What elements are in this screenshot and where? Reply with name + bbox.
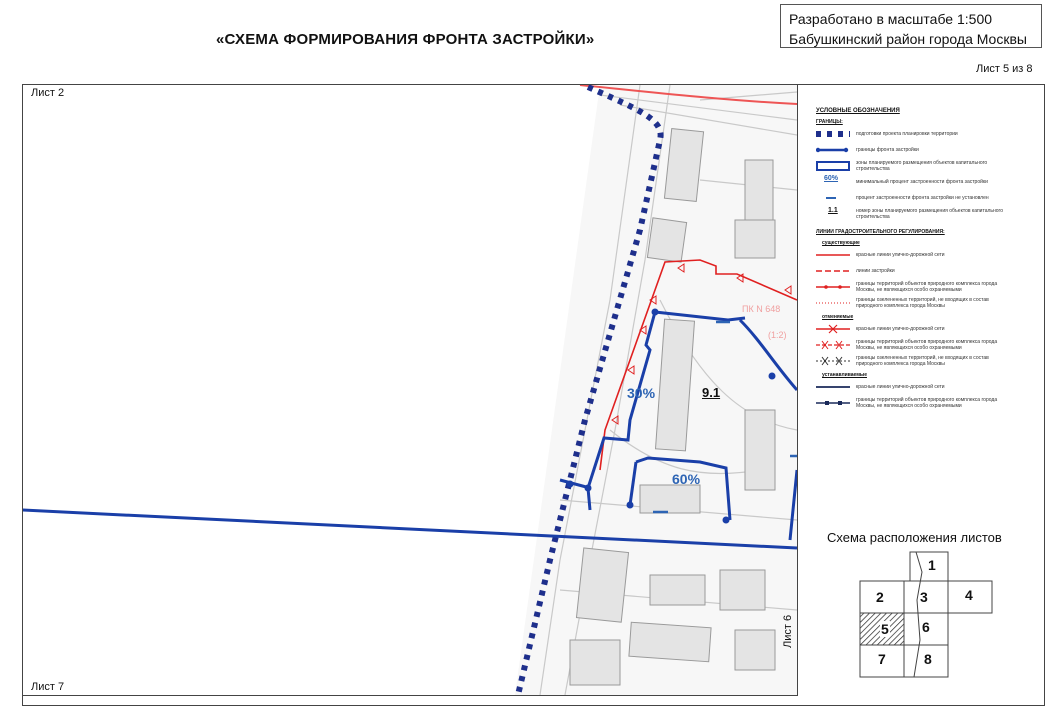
legend-item bbox=[816, 355, 1016, 367]
legend-symbol-new-red bbox=[816, 381, 856, 393]
legend-item bbox=[816, 265, 1016, 277]
legend-item bbox=[816, 144, 1016, 156]
legend-text: границы озелененных территорий, не входящих в состав природного комплекса города Москвы bbox=[856, 355, 989, 367]
legend-sub-existing: существующие bbox=[822, 240, 860, 246]
legend-text: зоны планируемого размещения объектов капитального строительства bbox=[856, 160, 988, 172]
legend-symbol-cancel-red bbox=[816, 323, 856, 335]
legend-text: границы фронта застройки bbox=[856, 147, 919, 153]
legend-item bbox=[816, 323, 1016, 335]
sheet-cell-1: 1 bbox=[928, 557, 936, 573]
legend-symbol-percent bbox=[816, 176, 856, 188]
legend-text: линии застройки bbox=[856, 268, 895, 274]
sheet-cell-6: 6 bbox=[922, 619, 930, 635]
zone-number-label: 9.1 bbox=[702, 385, 721, 400]
legend-item bbox=[816, 176, 1016, 188]
legend-item bbox=[816, 381, 1016, 393]
sheet-cell-4: 4 bbox=[965, 587, 973, 603]
legend-sub-cancelled: отменяемые bbox=[822, 314, 854, 320]
legend-group-boundaries: ГРАНИЦЫ: bbox=[816, 119, 843, 125]
legend-zone-sample: 1.1 bbox=[828, 207, 838, 214]
legend-text: границы территорий объектов природного комплекса города Москвы, не являющихся особо охраняемыми bbox=[856, 397, 998, 409]
legend-sub-established: устанавливаемые bbox=[822, 372, 867, 378]
legend-item bbox=[816, 249, 1016, 261]
sheet-layout-title: Схема расположения листов bbox=[827, 530, 1002, 545]
legend-symbol-green bbox=[816, 297, 856, 309]
neighbor-sheet-top: Лист 2 bbox=[31, 87, 65, 99]
legend-item bbox=[816, 192, 1016, 204]
map-title: «СХЕМА ФОРМИРОВАНИЯ ФРОНТА ЗАСТРОЙКИ» bbox=[216, 31, 595, 48]
sheet-cell-3: 3 bbox=[920, 589, 928, 605]
neighbor-sheet-bottom: Лист 7 bbox=[31, 681, 65, 693]
legend-text: красные линии улично-дорожной сети bbox=[856, 384, 945, 390]
legend-symbol-cancel-green bbox=[816, 355, 856, 367]
legend-symbol-zone bbox=[816, 160, 856, 172]
legend-percent-sample: 60% bbox=[824, 175, 839, 182]
legend-symbol-front bbox=[816, 144, 856, 156]
legend-symbol-dash bbox=[816, 192, 856, 204]
legend-item bbox=[816, 297, 1016, 309]
legend-text: минимальный процент застроенности фронта застройки bbox=[856, 179, 988, 185]
neighbor-sheet-right: Лист 6 bbox=[782, 614, 794, 648]
percent-label-60: 60% bbox=[672, 471, 701, 487]
stamp-district: Бабушкинский район города Москвы bbox=[789, 31, 1027, 47]
legend-symbol-cancel-nature bbox=[816, 339, 856, 351]
legend-text: процент застроенности фронта застройки не установлен bbox=[856, 195, 989, 201]
legend-text: красные линии улично-дорожной сети bbox=[856, 326, 945, 332]
legend-symbol-zone-number bbox=[816, 208, 856, 220]
legend-symbol-red-line bbox=[816, 249, 856, 261]
legend-item bbox=[816, 281, 1016, 293]
stamp-scale: Разработано в масштабе 1:500 bbox=[789, 11, 993, 27]
sheet-cell-5-current: 5 bbox=[881, 621, 889, 637]
legend-symbol-nature bbox=[816, 281, 856, 293]
legend-symbol-build-line bbox=[816, 265, 856, 277]
percent-label-30: 30% bbox=[627, 385, 656, 401]
faded-map-label-2: (1:2) bbox=[768, 330, 787, 340]
legend-text: границы озелененных территорий, не входящих в состав природного комплекса города Москвы bbox=[856, 297, 989, 309]
legend-text: номер зоны планируемого размещения объектов капитального строительства bbox=[856, 208, 1004, 220]
sheet-cell-7: 7 bbox=[878, 651, 886, 667]
legend-text: границы территорий объектов природного комплекса города Москвы, не являющихся особо охраняемыми bbox=[856, 339, 998, 351]
map-frame bbox=[22, 84, 798, 696]
legend-item bbox=[816, 339, 1016, 351]
sheet-cell-8: 8 bbox=[924, 651, 932, 667]
legend-title: УСЛОВНЫЕ ОБОЗНАЧЕНИЯ bbox=[816, 108, 900, 114]
sheet-number: Лист 5 из 8 bbox=[976, 63, 1033, 75]
legend-text: подготовки проекта планировки территории bbox=[856, 131, 958, 137]
legend-item bbox=[816, 128, 1016, 140]
sheet-cell-2: 2 bbox=[876, 589, 884, 605]
legend-item bbox=[816, 397, 1016, 409]
legend-symbol-dashed bbox=[816, 128, 856, 140]
legend-item bbox=[816, 208, 1016, 220]
map-legend bbox=[816, 108, 1016, 413]
legend-text: границы территорий объектов природного комплекса города Москвы, не являющихся особо охраняемыми bbox=[856, 281, 998, 293]
legend-item bbox=[816, 160, 1016, 172]
faded-map-label: ПК N 648 bbox=[742, 304, 781, 314]
legend-group-lines: ЛИНИИ ГРАДОСТРОИТЕЛЬНОГО РЕГУЛИРОВАНИЯ: bbox=[816, 229, 945, 235]
legend-text: красные линии улично-дорожной сети bbox=[856, 252, 945, 258]
legend-symbol-new-nature bbox=[816, 397, 856, 409]
